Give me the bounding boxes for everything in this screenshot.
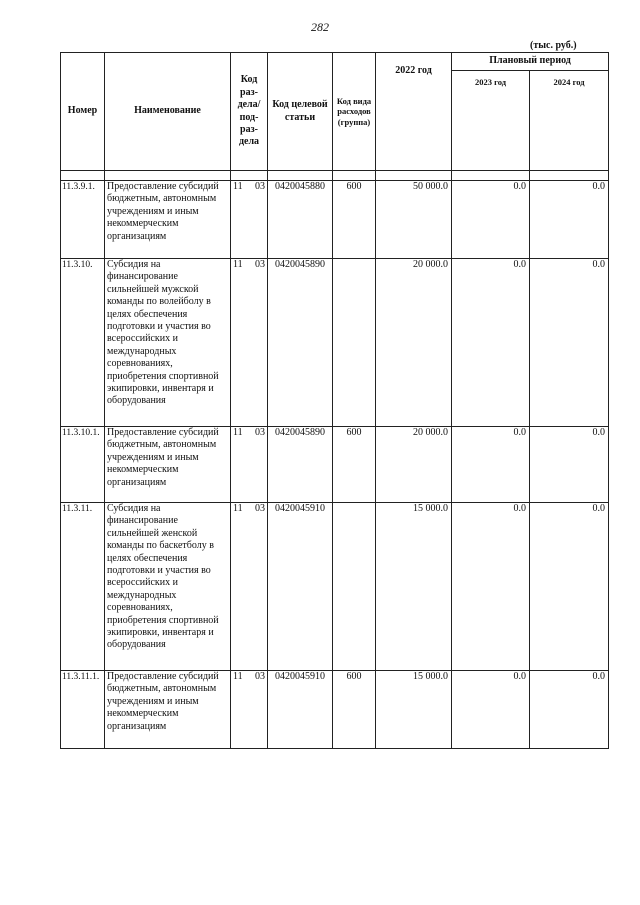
value-2022: 20 000.0 <box>376 259 452 427</box>
value-2024: 0.0 <box>530 181 609 259</box>
header-target-code: Код целевой статьи <box>268 53 333 171</box>
row-number: 11.3.10.1. <box>61 427 105 503</box>
value-2024: 0.0 <box>530 671 609 749</box>
budget-table <box>60 52 609 749</box>
table-row <box>61 503 609 671</box>
row-name: Субсидия на финансирование сильнейшей мужской команды по волейболу в целях обеспечения подготовки и участия во всероссийских и международных соревнованиях, приобретения спортивной экипировки, инвентаря и оборудования <box>105 259 231 427</box>
header-expense-code: Код вида расходов (группа) <box>333 53 376 171</box>
row-name: Предоставление субсидий бюджетным, автономным учреждениям и иным некоммерческим организациям <box>105 671 231 749</box>
expense-code <box>333 503 376 671</box>
value-2023: 0.0 <box>452 427 530 503</box>
value-2023: 0.0 <box>452 503 530 671</box>
target-code: 0420045890 <box>268 259 333 427</box>
target-code: 0420045880 <box>268 181 333 259</box>
header-number: Номер <box>61 53 105 171</box>
expense-code <box>333 259 376 427</box>
table-row <box>61 671 609 749</box>
value-2023: 0.0 <box>452 259 530 427</box>
header-2022: 2022 год <box>376 53 452 171</box>
row-number: 11.3.10. <box>61 259 105 427</box>
section-code: 11 <box>231 259 253 427</box>
value-2023: 0.0 <box>452 671 530 749</box>
header-name: Наименование <box>105 53 231 171</box>
value-2022: 20 000.0 <box>376 427 452 503</box>
units-label: (тыс. руб.) <box>530 40 577 51</box>
section-code: 11 <box>231 181 253 259</box>
row-name: Субсидия на финансирование сильнейшей женской команды по баскетболу в целях обеспечения подготовки и участия во всероссийских и международных соревнованиях, приобретения спортивной экипировки, инвентаря и оборудования <box>105 503 231 671</box>
page-number: 282 <box>311 20 329 34</box>
section-code: 11 <box>231 503 253 671</box>
value-2024: 0.0 <box>530 503 609 671</box>
value-2023: 0.0 <box>452 181 530 259</box>
value-2024: 0.0 <box>530 259 609 427</box>
table-row <box>61 259 609 427</box>
expense-code: 600 <box>333 181 376 259</box>
expense-code: 600 <box>333 427 376 503</box>
target-code: 0420045910 <box>268 671 333 749</box>
section-code: 11 <box>231 671 253 749</box>
row-number: 11.3.9.1. <box>61 181 105 259</box>
value-2022: 15 000.0 <box>376 503 452 671</box>
table-row <box>61 427 609 503</box>
expense-code: 600 <box>333 671 376 749</box>
header-section-code: Код раз- дела/ под- раз- дела <box>231 53 268 171</box>
row-name: Предоставление субсидий бюджетным, автономным учреждениям и иным некоммерческим организациям <box>105 427 231 503</box>
target-code: 0420045890 <box>268 427 333 503</box>
section-code: 11 <box>231 427 253 503</box>
row-name: Предоставление субсидий бюджетным, автономным учреждениям и иным некоммерческим организациям <box>105 181 231 259</box>
subsection-code: 03 <box>253 671 268 749</box>
subsection-code: 03 <box>253 259 268 427</box>
subsection-code: 03 <box>253 503 268 671</box>
value-2022: 50 000.0 <box>376 181 452 259</box>
header-2024: 2024 год <box>530 71 609 171</box>
value-2022: 15 000.0 <box>376 671 452 749</box>
header-2023: 2023 год <box>452 71 530 171</box>
target-code: 0420045910 <box>268 503 333 671</box>
subsection-code: 03 <box>253 427 268 503</box>
value-2024: 0.0 <box>530 427 609 503</box>
header-planning-period: Плановый период <box>452 53 609 71</box>
table-row <box>61 181 609 259</box>
subsection-code: 03 <box>253 181 268 259</box>
row-number: 11.3.11. <box>61 503 105 671</box>
row-number: 11.3.11.1. <box>61 671 105 749</box>
